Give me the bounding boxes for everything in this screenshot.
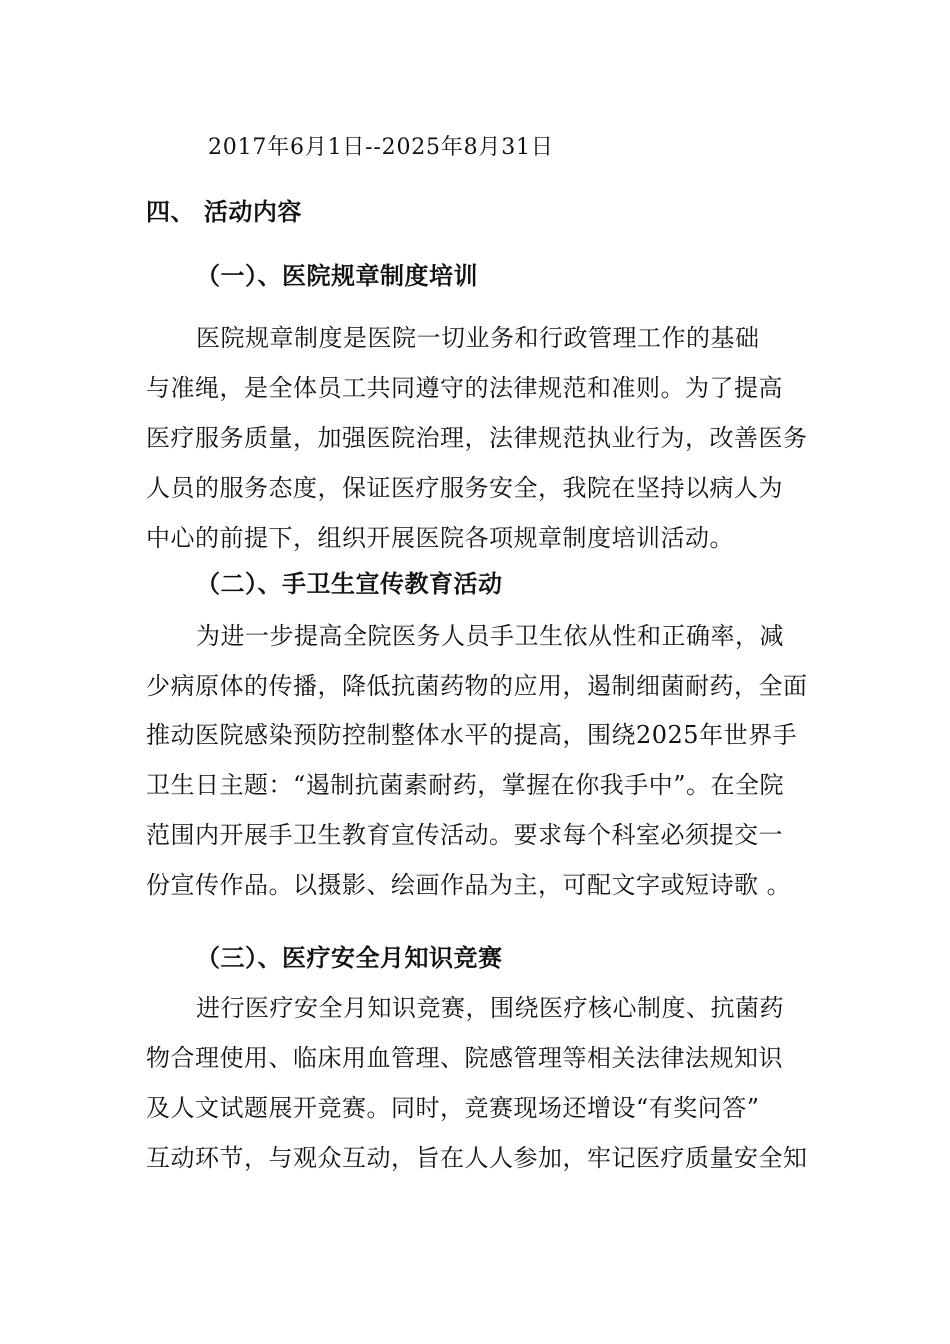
paragraph-line: 范围内开展手卫生教育宣传活动。要求每个科室必须提交一: [146, 821, 783, 849]
section-heading-activities: 四、 活动内容: [146, 198, 302, 226]
subsection-heading-2: （二）、手卫生宣传教育活动: [196, 570, 503, 598]
date-range: 2017年6月1日--2025年8月31日: [208, 135, 554, 160]
paragraph-line: 医疗服务质量，加强医院治理，法律规范执业行为，改善医务: [146, 424, 808, 452]
paragraph-line: 人员的服务态度，保证医疗服务安全，我院在坚持以病人为: [146, 474, 783, 502]
paragraph-line: 医院规章制度是医院一切业务和行政管理工作的基础: [196, 324, 760, 352]
paragraph-line: 卫生日主题：“遏制抗菌素耐药，掌握在你我手中”。在全院: [146, 771, 785, 799]
paragraph-line: 为进一步提高全院医务人员手卫生依从性和正确率，减: [196, 622, 784, 650]
paragraph-line: 中心的前提下，组织开展医院各项规章制度培训活动。: [146, 524, 734, 552]
paragraph-line: 少病原体的传播，降低抗菌药物的应用，遏制细菌耐药，全面: [146, 672, 808, 700]
paragraph-line: 与准绳，是全体员工共同遵守的法律规范和准则。为了提高: [146, 374, 783, 402]
subsection-heading-1: （一）、医院规章制度培训: [196, 262, 478, 290]
paragraph-line: 物合理使用、临床用血管理、院感管理等相关法律法规知识: [146, 1044, 783, 1072]
paragraph-line: 份宣传作品。以摄影、绘画作品为主，可配文字或短诗歌 。: [146, 871, 792, 899]
paragraph-line: 进行医疗安全月知识竞赛，围绕医疗核心制度、抗菌药: [196, 994, 784, 1022]
subsection-heading-3: （三）、医疗安全月知识竞赛: [196, 944, 503, 972]
paragraph-line: 及人文试题展开竞赛。同时，竞赛现场还增设“有奖问答”: [146, 1094, 760, 1122]
paragraph-line: 推动医院感染预防控制整体水平的提高，围绕2025年世界手: [146, 721, 798, 749]
paragraph-line: 互动环节，与观众互动，旨在人人参加，牢记医疗质量安全知: [146, 1144, 808, 1172]
